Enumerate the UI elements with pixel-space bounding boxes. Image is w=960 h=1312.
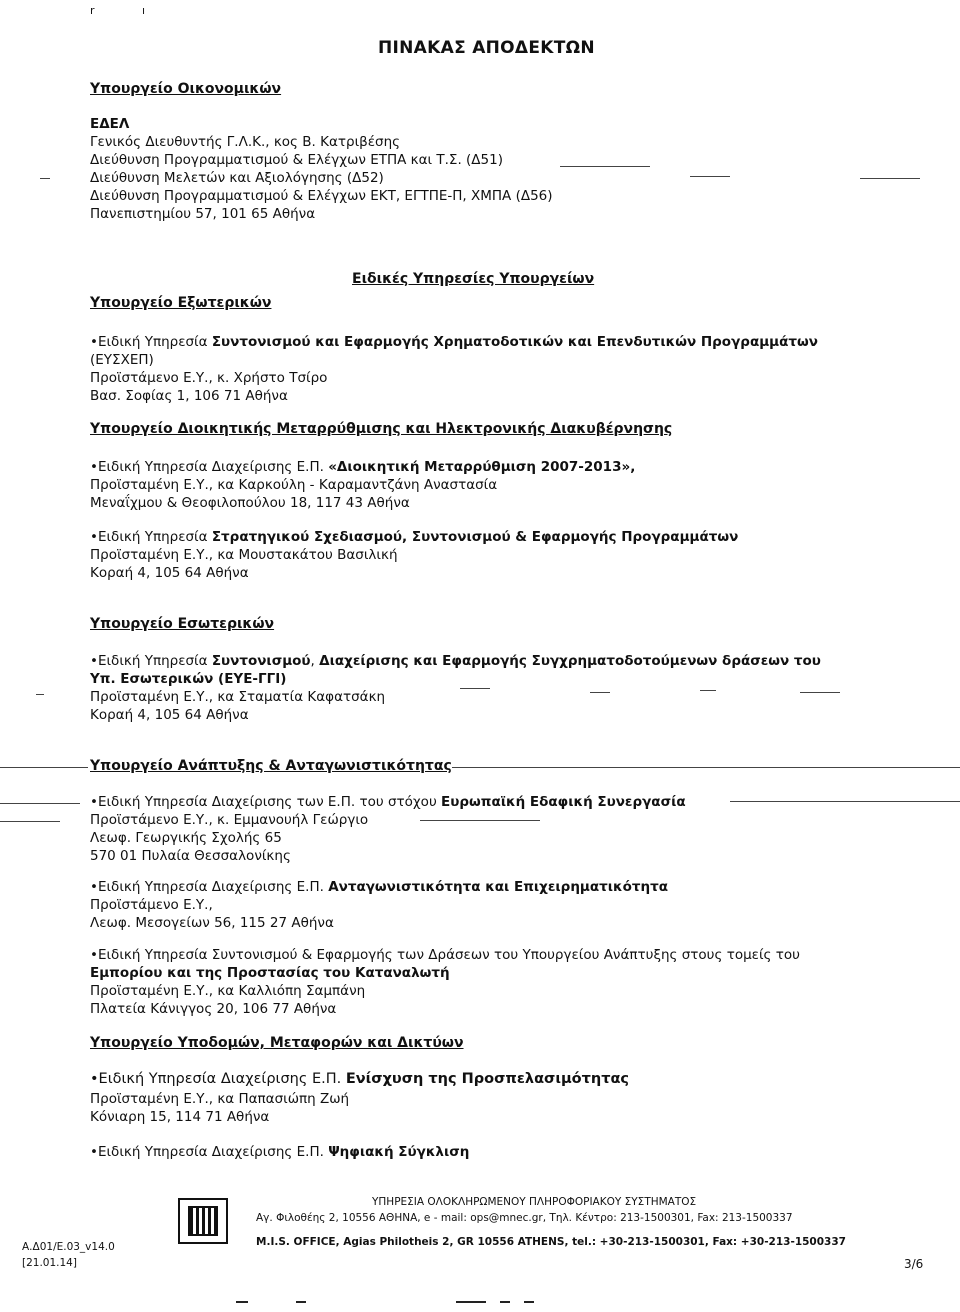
mis-logo-icon [178,1198,228,1244]
footer-address-en: M.I.S. OFFICE, Agias Philotheis 2, GR 10556 ATHENS, tel.: +30-213-1500301, Fax: +30-213-1500337 [256,1236,846,1248]
infrastructure-bullet-2 [90,1144,469,1160]
scan-dash [296,1301,306,1303]
scan-dash [460,688,490,689]
scan-dash [524,1301,534,1303]
finance-line-2: Γενικός Διευθυντής Γ.Λ.Κ., κος Β. Κατριβέσης [90,134,401,150]
scan-dash [560,166,650,167]
admin-bullet-2-line-3: Κοραή 4, 105 64 Αθήνα [90,565,249,581]
section-heading-infrastructure: Υπουργείο Υποδομών, Μεταφορών και Δικτύων [90,1035,464,1051]
foreign-bullet-1-bold: Συντονισμού και Εφαρμογής Χρηματοδοτικών και Επενδυτικών Προγραμμάτων [211,334,818,350]
development-bullet-3-line-2: Εμπορίου και της Προστασίας του Καταναλωτή [90,965,450,981]
finance-line-6: Πανεπιστημίου 57, 101 65 Αθήνα [90,206,316,222]
foreign-line-4: Βασ. Σοφίας 1, 106 71 Αθήνα [90,388,288,404]
scan-dash [690,176,730,177]
corner-mark-right: ı [142,4,146,17]
scan-dash [420,820,540,821]
scan-dash [0,821,60,822]
admin-bullet-1-line-2: Προϊσταμένη Ε.Υ., κα Καρκούλη - Καραμαντζάνη Αναστασία [90,477,498,493]
development-bullet-2-bold: Ανταγωνιστικότητα και Επιχειρηματικότητα [328,879,669,895]
development-bullet-2-line-2: Προϊστάμενο Ε.Υ., [90,897,213,913]
infrastructure-bullet-1-pre: •Ειδική Υπηρεσία Διαχείρισης Ε.Π. [90,1071,346,1087]
special-services-heading: Ειδικές Υπηρεσίες Υπουργείων [352,271,595,287]
finance-line-edel: ΕΔΕΛ [90,116,130,132]
interior-bullet-1-sep: , [310,653,320,669]
section-heading-foreign: Υπουργείο Εξωτερικών [90,295,272,311]
footer-org-name: ΥΠΗΡΕΣΙΑ ΟΛΟΚΛΗΡΩΜΕΝΟΥ ΠΛΗΡΟΦΟΡΙΑΚΟΥ ΣΥΣΤΗΜΑΤΟΣ [372,1196,697,1208]
interior-bullet-1-line-2: Υπ. Εσωτερικών (ΕΥΕ-ΓΓΙ) [90,671,287,687]
infrastructure-bullet-2-bold: Ψηφιακή Σύγκλιση [328,1144,470,1160]
development-bullet-1-line-3: Λεωφ. Γεωργικής Σχολής 65 [90,830,282,846]
development-bullet-1 [90,794,686,810]
development-bullet-2-line-3: Λεωφ. Μεσογείων 56, 115 27 Αθήνα [90,915,334,931]
infrastructure-bullet-1 [90,1071,629,1087]
admin-bullet-1-pre: •Ειδική Υπηρεσία Διαχείρισης Ε.Π. [90,459,329,475]
admin-bullet-2-pre: •Ειδική Υπηρεσία [90,529,212,545]
foreign-bullet-1-pre: •Ειδική Υπηρεσία [90,334,212,350]
footer-address-gr: Αγ. Φιλοθέης 2, 10556 ΑΘΗΝΑ, e - mail: ops@mnec.gr, Τηλ. Κέντρο: 213-1500301, Fax: 213-1500337 [256,1212,793,1224]
development-bullet-1-bold: Ευρωπαϊκή Εδαφική Συνεργασία [441,794,686,810]
page-number: 3/6 [904,1257,924,1271]
scan-dash [800,692,840,693]
admin-bullet-2 [90,529,738,545]
interior-bullet-1-line-4: Κοραή 4, 105 64 Αθήνα [90,707,249,723]
doc-code: Α.Δ01/Ε.03_v14.0 [22,1241,115,1253]
section-heading-finance: Υπουργείο Οικονομικών [90,81,282,97]
admin-bullet-2-bold: Στρατηγικού Σχεδιασμού, Συντονισμού & Εφαρμογής Προγραμμάτων [211,529,739,545]
development-bullet-3-line-4: Πλατεία Κάνιγγος 20, 106 77 Αθήνα [90,1001,337,1017]
admin-bullet-1 [90,459,635,475]
scan-dash [860,178,920,179]
development-bullet-1-pre: •Ειδική Υπηρεσία Διαχείρισης των Ε.Π. του στόχου [90,794,442,810]
finance-line-3: Διεύθυνση Προγραμματισμού & Ελέγχων ΕΤΠΑ και Τ.Σ. (Δ51) [90,152,503,168]
scan-line [0,767,88,768]
scan-line [730,801,960,802]
admin-bullet-1-bold: «Διοικητική Μεταρρύθμιση 2007-2013», [328,459,636,475]
scan-line [0,803,80,804]
development-bullet-2 [90,879,668,895]
infrastructure-bullet-1-line-2: Προϊσταμένη Ε.Υ., κα Παπασιώπη Ζωή [90,1091,350,1107]
development-bullet-1-line-2: Προϊστάμενο Ε.Υ., κ. Εμμανουήλ Γεώργιο [90,812,369,828]
infrastructure-bullet-2-pre: •Ειδική Υπηρεσία Διαχείρισης Ε.Π. [90,1144,329,1160]
development-bullet-3-line-3: Προϊσταμένη Ε.Υ., κα Καλλιόπη Σαμπάνη [90,983,366,999]
scan-dash [590,692,610,693]
development-bullet-1-line-4: 570 01 Πυλαία Θεσσαλονίκης [90,848,291,864]
foreign-line-3: Προϊστάμενο Ε.Υ., κ. Χρήστο Τσίρο [90,370,328,386]
section-heading-development: Υπουργείο Ανάπτυξης & Ανταγωνιστικότητας [90,758,452,774]
development-bullet-3: •Ειδική Υπηρεσία Συντονισμού & Εφαρμογής των Δράσεων του Υπουργείου Ανάπτυξης στους τομείς του [90,947,800,963]
interior-bullet-1-bold-b: Διαχείρισης και Εφαρμογής Συγχρηματοδοτούμενων δράσεων του [319,653,821,669]
foreign-bullet-1 [90,334,818,350]
finance-line-4: Διεύθυνση Μελετών και Αξιολόγησης (Δ52) [90,170,384,186]
infrastructure-bullet-1-bold: Ενίσχυση της Προσπελασιμότητας [345,1071,630,1087]
interior-bullet-1-line-3: Προϊσταμένη Ε.Υ., κα Σταματία Καφατσάκη [90,689,386,705]
admin-bullet-2-line-2: Προϊσταμένη Ε.Υ., κα Μουστακάτου Βασιλική [90,547,398,563]
scan-dash [500,1301,510,1303]
scan-dash [36,694,44,695]
infrastructure-bullet-1-line-3: Κόνιαρη 15, 114 71 Αθήνα [90,1109,270,1125]
scan-dash [40,178,50,179]
finance-line-5: Διεύθυνση Προγραμματισμού & Ελέγχων ΕΚΤ, ΕΓΤΠΕ-Π, ΧΜΠΑ (Δ56) [90,188,553,204]
scan-dash [456,1301,486,1303]
corner-mark-left: r [90,4,95,17]
page-title: ΠΙΝΑΚΑΣ ΑΠΟΔΕΚΤΩΝ [378,38,595,58]
admin-bullet-1-line-3: Μεναΐχμου & Θεοφιλοπούλου 18, 117 43 Αθήνα [90,495,410,511]
interior-bullet-1-bold-a: Συντονισμού [211,653,311,669]
development-bullet-2-pre: •Ειδική Υπηρεσία Διαχείρισης Ε.Π. [90,879,329,895]
doc-date: [21.01.14] [22,1257,77,1269]
scan-line [452,767,960,768]
scan-dash [236,1301,248,1303]
foreign-line-2: (ΕΥΣΧΕΠ) [90,352,154,368]
interior-bullet-1 [90,653,821,669]
section-heading-admin-reform: Υπουργείο Διοικητικής Μεταρρύθμισης και Ηλεκτρονικής Διακυβέρνησης [90,421,673,437]
scan-dash [700,690,716,691]
section-heading-interior: Υπουργείο Εσωτερικών [90,616,275,632]
interior-bullet-1-pre: •Ειδική Υπηρεσία [90,653,212,669]
